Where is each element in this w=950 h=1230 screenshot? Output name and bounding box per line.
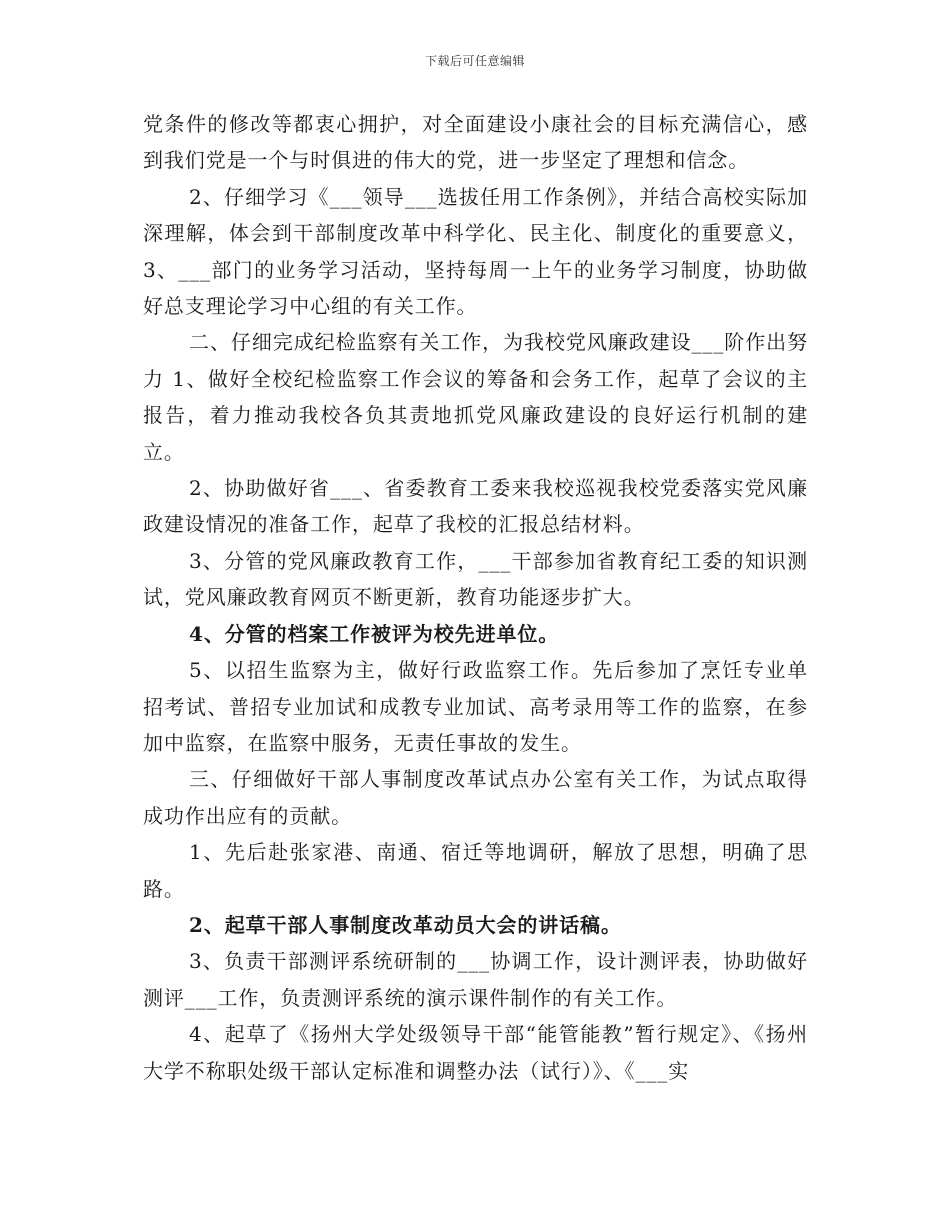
paragraph-7: 5、以招生监察为主，做好行政监察工作。先后参加了烹饪专业单招考试、普招专业加试和成教专业加试、高考录用等工作的监察，在参加中监察，在监察中服务，无责任事故的发生。 <box>143 658 808 755</box>
document-body <box>143 106 808 1089</box>
paragraph-5: 3、分管的党风廉政教育工作，___干部参加省教育纪工委的知识测试，党风廉政教育网页不断更新，教育功能逐步扩大。 <box>143 548 808 610</box>
paragraph-6: 4、分管的档案工作被评为校先进单位。 <box>189 621 560 646</box>
paragraph-8: 三、仔细做好干部人事制度改革试点办公室有关工作，为试点取得成功作出应有的贡献。 <box>143 767 808 828</box>
paragraph-11: 3、负责干部测评系统研制的___协调工作，设计测评表，协助做好测评___工作，负责测评系统的演示课件制作的有关工作。 <box>143 949 808 1010</box>
page-header-watermark: 下载后可任意编辑 <box>424 54 525 68</box>
paragraph-10: 2、起草干部人事制度改革动员大会的讲话稿。 <box>189 912 622 937</box>
paragraph-12: 4、起草了《扬州大学处级领导干部“能管能教”暂行规定》、《扬州大学不称职处级干部认定标准和调整办法（试行）》、《___实 <box>143 1022 808 1083</box>
paragraph-9: 1、先后赴张家港、南通、宿迁等地调研，解放了思想，明确了思路。 <box>143 840 808 901</box>
paragraph-2: 2、仔细学习《___领导___选拔任用工作条例》，并结合高校实际加深理解，体会到干部制度改革中科学化、民主化、制度化的重要意义，3、___部门的业务学习活动，坚持每周一上午的业务学习制度，协助做好总支理论学习中心组的有关工作。 <box>143 184 808 319</box>
paragraph-4: 2、协助做好省___、省委教育工委来我校巡视我校党委落实党风廉政建设情况的准备工作，起草了我校的汇报总结材料。 <box>143 476 808 537</box>
paragraph-3: 二、仔细完成纪检监察有关工作，为我校党风廉政建设___阶作出努力 1、做好全校纪检监察工作会议的筹备和会务工作，起草了会议的主报告，着力推动我校各负其责地抓党风廉政建设的良好运行机制的建立。 <box>143 330 808 464</box>
paragraph-1: 党条件的修改等都衷心拥护，对全面建设小康社会的目标充满信心，感到我们党是一个与时俱进的伟大的党，进一步坚定了理想和信念。 <box>143 112 808 173</box>
